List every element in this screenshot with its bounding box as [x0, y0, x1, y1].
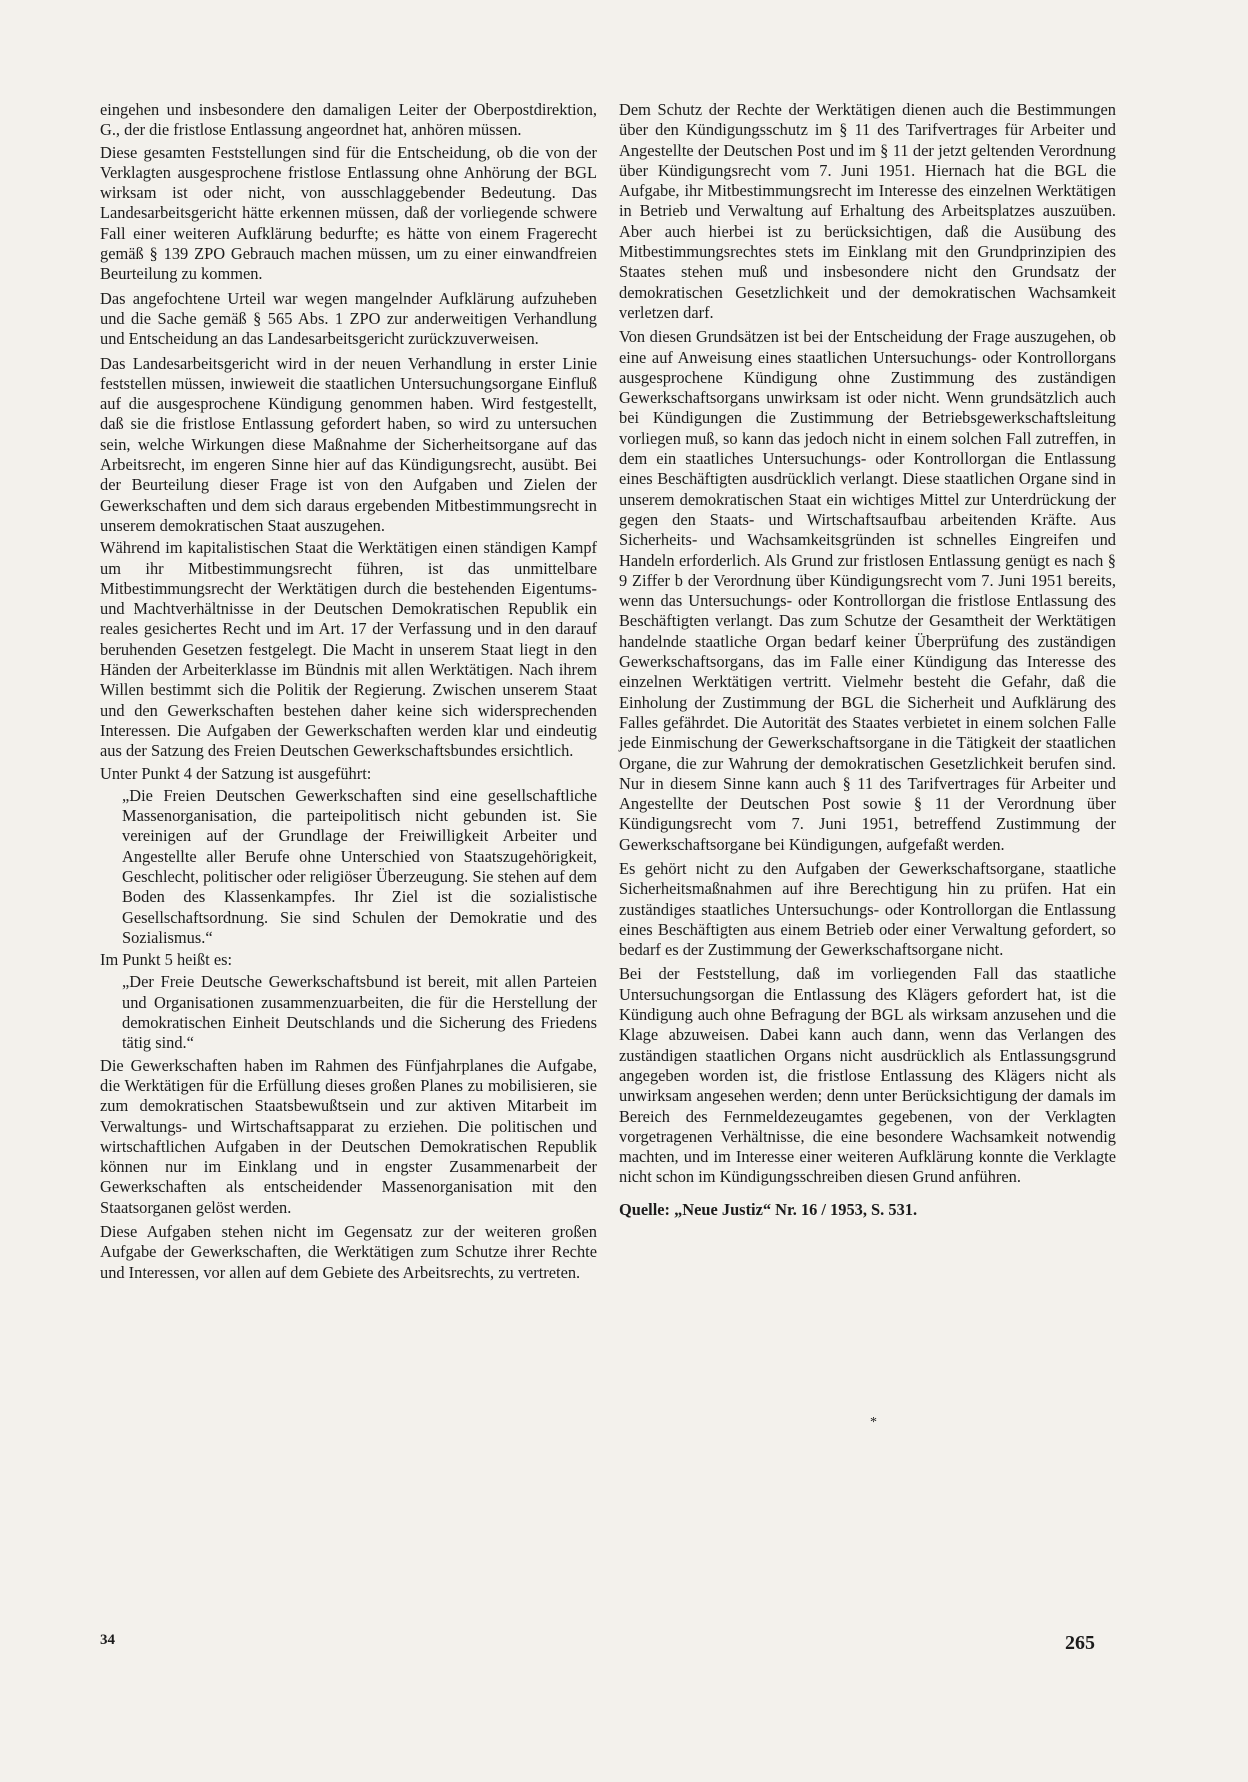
paragraph: Von diesen Grundsätzen ist bei der Entscheidung der Frage auszugehen, ob eine auf Anweisung eines staatlichen Untersuchungs- oder Kontrollorgans ausgesprochene Kündigung ohne Zustimmung des zuständigen Gewerkschaftsorgans unwirksam ist oder nicht. Wenn grundsätzlich auch bei Kündigungen die Zustimmung der Betriebsgewerkschaftsleitung vorliegen muß, so kann das jedoch nicht in einem solchen Fall zutreffen, in dem ein staatliches Untersuchungs- oder Kontrollorgan die Entlassung eines Beschäftigten ausdrücklich verlangt. Diese staatlichen Organe sind in unserem demokratischen Staat ein wichtiges Mittel zur Unterdrückung der gegen den Staats- und Wirtschaftsaufbau arbeitenden Kräfte. Aus Sicherheits- und Wachsamkeitsgründen ist schnelles Eingreifen und Handeln erforderlich. Als Grund zur fristlosen Entlassung genügt es nach § 9 Ziffer b der Verordnung über Kündigungsrecht vom 7. Juni 1951 bereits, wenn das Untersuchungs- oder Kontrollorgan die fristlose Entlassung des Beschäftigten verlangt. Das zum Schutze der Gesamtheit der Werktätigen handelnde staatliche Organ bedarf keiner Überprüfung des zuständigen Gewerkschaftsorgans, das im Falle einer Kündigung das Interesse des einzelnen Werktätigen vertritt. Vielmehr besteht die Gefahr, daß die Einholung der Zustimmung der BGL die Sicherheit und Aufklärung des Falles gefährdet. Die Autorität des Staates verbietet in einem solchen Falle jede Einmischung der Gewerkschaftsorgane in die Tätigkeit der staatlichen Organe, die zur Wahrung der demokratischen Gesetzlichkeit berufen sind. Nur in diesem Sinne kann auch § 11 des Tarifvertrages für Arbeiter und Angestellte der Deutschen Post sowie § 11 der Verordnung über Kündigungsrecht vom 7. Juni 1951, betreffend Zustimmung der Gewerkschaftsorgane bei Kündigungen, aufgefaßt werden.: [619, 327, 1116, 854]
source-citation: Quelle: „Neue Justiz“ Nr. 16 / 1953, S. 531.: [619, 1199, 918, 1219]
paragraph: Diese gesamten Feststellungen sind für die Entscheidung, ob die von der Verklagten ausgesprochene fristlose Entlassung ohne Anhörung der BGL wirksam ist oder nicht, von ausschlaggebender Bedeutung. Das Landesarbeitsgericht hätte erkennen müssen, daß der vorliegende schwere Fall einer weiteren Aufklärung bedurfte; es hätte von einem Fragerecht gemäß § 139 ZPO Gebrauch machen müssen, um zu einer einwandfreien Beurteilung zu kommen.: [100, 142, 597, 284]
paragraph: Diese Aufgaben stehen nicht im Gegensatz zur der weiteren großen Aufgabe der Gewerkschaften, die Werktätigen zum Schutze ihrer Rechte und Interessen, vor allen auf dem Gebiete des Arbeitsrechts, zu vertreten.: [100, 1222, 597, 1282]
page-number-right: 265: [1065, 1632, 1095, 1654]
paragraph: Das Landesarbeitsgericht wird in der neuen Verhandlung in erster Linie feststellen müssen, inwieweit die staatlichen Untersuchungsorgane Einfluß auf die ausgesprochene Kündigung genommen haben. Wird festgestellt, daß sie die fristlose Entlassung gefordert haben, so wird zu untersuchen sein, welche Wirkungen diese Maßnahme der Sicherheitsorgane auf das Arbeitsrecht, im engeren Sinne hier auf das Kündigungsrecht, ausübt. Bei der Beurteilung dieser Frage ist von den Aufgaben und Zielen der Gewerkschaften und dem sich daraus ergebenden Mitbestimmungsrecht in unserem demokratischen Staat auszugehen.: [100, 353, 597, 535]
paragraph: eingehen und insbesondere den damaligen Leiter der Oberpostdirektion, G., der die fristlose Entlassung angeordnet hat, anhören müssen.: [100, 100, 597, 140]
paragraph: Unter Punkt 4 der Satzung ist ausgeführt:: [100, 763, 372, 783]
paragraph: Die Gewerkschaften haben im Rahmen des Fünfjahrplanes die Aufgabe, die Werktätigen für die Erfüllung dieses großen Planes zu mobilisieren, sie zum demokratischen Staatsbewußtsein und zur aktiven Mitarbeit im Verwaltungs- und Wirtschaftsapparat zu erziehen. Die politischen und wirtschaftlichen Aufgaben in der Deutschen Demokratischen Republik können nur im Einklang und in engster Zusammenarbeit der Gewerkschaften als entscheidender Massenorganisation mit den Staatsorganen gelöst werden.: [100, 1055, 597, 1217]
paragraph: Es gehört nicht zu den Aufgaben der Gewerkschaftsorgane, staatliche Sicherheitsmaßnahmen auf ihre Berechtigung hin zu prüfen. Hat ein zuständiges staatliches Untersuchungs- oder Kontrollorgan die Entlassung eines Beschäftigten aus einem Betrieb oder einer Verwaltung gefordert, so bedarf es der Zustimmung der Gewerkschaftsorgane nicht.: [619, 858, 1116, 960]
paragraph: Während im kapitalistischen Staat die Werktätigen einen ständigen Kampf um ihr Mitbestimmungsrecht führen, ist das unmittelbare Mitbestimmungsrecht der Werktätigen durch die bestehenden Eigentums- und Machtverhältnisse in der Deutschen Demokratischen Republik ein reales gesichertes Recht und im Art. 17 der Verfassung und in den darauf beruhenden Gesetzen festgelegt. Die Macht in unserem Staat liegt in den Händen der Arbeiterklasse im Bündnis mit allen Werktätigen. Nach ihrem Willen bestimmt sich die Politik der Regierung. Zwischen unserem Staat und den Gewerkschaften bestehen daher keine sich widersprechenden Interessen. Die Aufgaben der Gewerkschaften werden klar und eindeutig aus der Satzung des Freien Deutschen Gewerkschaftsbundes ersichtlich.: [100, 538, 597, 761]
paragraph: Bei der Feststellung, daß im vorliegenden Fall das staatliche Untersuchungsorgan die Entlassung des Klägers gefordert hat, ist die Kündigung auch ohne Befragung der BGL als wirksam anzusehen und die Klage abzuweisen. Dabei kann auch dann, wenn das Verlangen des zuständigen staatlichen Organs nicht ausdrücklich als Entlassungsgrund angegeben worden ist, die fristlose Entlassung des Klägers nicht als unwirksam angesehen werden; denn unter Berücksichtigung der damals im Bereich des Fernmeldezeugamtes gegebenen, von der Verklagten vorgetragenen Verhältnisse, die eine besondere Wachsamkeit notwendig machten, und im Interesse einer weiteren Aufklärung konnte die Verklagte nicht schon im Kündigungsschreiben diesen Grund anführen.: [619, 964, 1116, 1187]
paragraph: Dem Schutz der Rechte der Werktätigen dienen auch die Bestimmungen über den Kündigungsschutz im § 11 des Tarifvertrages für Arbeiter und Angestellte der Deutschen Post und im § 11 der jetzt geltenden Verordnung über Kündigungsrecht vom 7. Juni 1951. Hiernach hat die BGL die Aufgabe, ihr Mitbestimmungsrecht im Interesse des einzelnen Werktätigen in Betrieb und Verwaltung auf Erhaltung des Arbeitsplatzes auszuüben. Aber auch hierbei ist zu berücksichtigen, daß die Ausübung des Mitbestimmungsrechtes stets im Einklang mit den Grundprinzipien des Staates stehen muß und insbesondere nicht den Grundsatz der demokratischen Gesetzlichkeit und der demokratischen Wachsamkeit verletzen darf.: [619, 100, 1116, 322]
left-column: [100, 100, 597, 1285]
section-separator: *: [870, 1415, 877, 1430]
quotation: „Die Freien Deutschen Gewerkschaften sind eine gesellschaftliche Massenorganisation, die parteipolitisch nicht gebunden ist. Sie vereinigen auf der Grundlage der Freiwilligkeit Arbeiter und Angestellte aller Berufe ohne Unterschied von Staatszugehörigkeit, Geschlecht, politischer oder religiöser Überzeugung. Sie stehen auf dem Boden des Klassenkampfes. Ihr Ziel ist die sozialistische Gesellschaftsordnung. Sie sind Schulen der Demokratie und des Sozialismus.“: [122, 785, 597, 947]
quotation: „Der Freie Deutsche Gewerkschaftsbund ist bereit, mit allen Parteien und Organisationen zusammenzuarbeiten, die für die Herstellung der demokratischen Einheit Deutschlands und die Sicherung des Friedens tätig sind.“: [122, 972, 597, 1053]
right-column: [619, 100, 1116, 1222]
page-number-left: 34: [100, 1632, 115, 1648]
paragraph: Im Punkt 5 heißt es:: [100, 950, 233, 970]
paragraph: Das angefochtene Urteil war wegen mangelnder Aufklärung aufzuheben und die Sache gemäß § 565 Abs. 1 ZPO zur anderweitigen Verhandlung und Entscheidung an das Landesarbeitsgericht zurückzuverweisen.: [100, 288, 597, 349]
